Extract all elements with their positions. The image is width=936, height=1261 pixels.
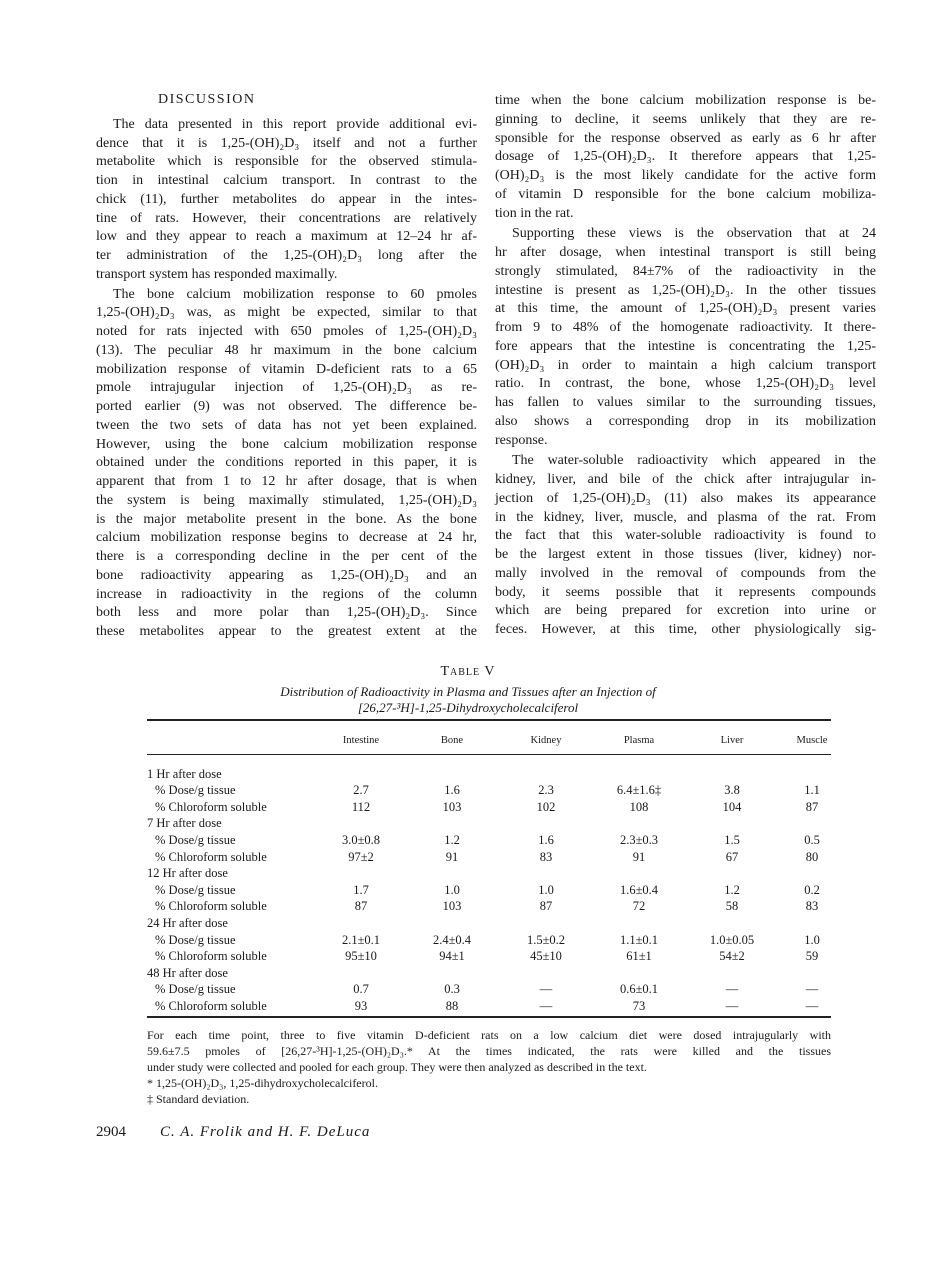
table-cell: 102: [536, 799, 556, 814]
table-cell: 93: [354, 998, 368, 1013]
table-caption-line1: Distribution of Radioactivity in Plasma and Tissues after an Injection of: [280, 684, 656, 699]
table-cell: 83: [539, 849, 553, 864]
table-cell: 1.0: [444, 882, 460, 897]
table-group-row: [147, 815, 837, 832]
text-line: response.: [495, 432, 548, 448]
table-cell: 1.5±0.2: [526, 932, 566, 947]
table-cell: 91: [445, 849, 459, 864]
group-label: 7 Hr after dose: [147, 816, 222, 831]
data-table: [147, 733, 837, 1015]
text-line: tion in intestinal calcium transport. In contrast to the: [96, 173, 477, 188]
table-cell: 91: [632, 849, 646, 864]
table-row: [147, 799, 837, 816]
table-caption-line2: [26,27-³H]-1,25-Dihydroxycholecalciferol: [357, 700, 579, 715]
table-cell: 1.0: [804, 932, 820, 947]
table-row: [147, 932, 837, 949]
table-cell: 0.6±0.1: [619, 982, 659, 997]
table-header-row: [147, 733, 837, 750]
table-cell: 58: [725, 899, 739, 914]
text-line: the system is being maximally stimulated, 1,25-(OH)₂D₃: [96, 492, 477, 508]
text-line: also shows a corresponding drop in its mobilization: [495, 413, 876, 429]
text-line: be the largest extent in those tissues (liver, kidney) nor-: [495, 547, 876, 562]
table-row: [147, 898, 837, 915]
text-line: bone radioactivity appearing as 1,25-(OH)₂D₃ and an: [96, 567, 477, 583]
footnote-line: under study were collected and pooled for each group. They were then analyzed as described in the text.: [147, 1060, 647, 1074]
table-cell: 87: [354, 899, 368, 914]
column-header: Intestine: [342, 735, 380, 746]
paragraph: [495, 452, 876, 640]
table-cell: —: [539, 998, 553, 1013]
text-line: there is a corresponding decline in the per cent of the: [96, 549, 477, 564]
text-line: low and they appear to reach a maximum at 12–24 hr af-: [96, 229, 477, 245]
table-group-row: [147, 865, 837, 882]
text-line: chick (11), further metabolites do appear in the intes-: [96, 191, 477, 207]
table-cell: —: [725, 982, 739, 997]
group-label: 12 Hr after dose: [147, 866, 228, 881]
table-cell: 1.5: [724, 832, 740, 847]
table-cell: 1.6: [538, 832, 554, 847]
text-line: these metabolites appear to the greatest extent at the: [96, 624, 477, 639]
text-line: ported earlier (9) was not observed. The difference be-: [96, 399, 477, 414]
text-line: noted for rats injected with 650 pmoles of 1,25-(OH)₂D₃: [96, 324, 477, 339]
text-line: time when the bone calcium mobilization response is be-: [495, 93, 876, 108]
table-row: [147, 998, 837, 1015]
text-line: ginning to decline, it seems unlikely that they are re-: [495, 111, 876, 127]
table-cell: 112: [351, 799, 371, 814]
row-label: % Dose/g tissue: [155, 982, 236, 997]
table-cell: 80: [805, 849, 819, 864]
table-row: [147, 981, 837, 998]
table-cell: 1.0±0.05: [709, 932, 755, 947]
text-line: which are being prepared for excretion into urine or: [495, 603, 876, 619]
group-label: 24 Hr after dose: [147, 915, 228, 930]
row-label: % Dose/g tissue: [155, 882, 236, 897]
column-header: Kidney: [530, 735, 562, 746]
row-label: % Dose/g tissue: [155, 832, 236, 847]
table-cell: 88: [445, 998, 459, 1013]
table-cell: 1.7: [353, 882, 369, 897]
text-line: (13). The peculiar 48 hr maximum in the bone calcium: [96, 342, 477, 358]
footnote-star: * 1,25-(OH)₂D₃, 1,25-dihydroxycholecalciferol.: [147, 1076, 378, 1090]
footnote-line: 59.6±7.5 pmoles of [26,27-³H]-1,25-(OH)₂D₃.* At the times indicated, the rats were killed and the tissues: [147, 1044, 831, 1058]
text-line: transport system has responded maximally.: [96, 266, 338, 282]
right-column: [495, 92, 876, 642]
row-label: % Chloroform soluble: [155, 899, 267, 914]
table-cell: 3.8: [724, 783, 740, 798]
text-line: sponsible for the response observed as early as 6 hr after: [495, 130, 876, 146]
table-cell: 2.3: [538, 783, 554, 798]
footnote-line: For each time point, three to five vitamin D-deficient rats on a low calcium diet were dosed intrajugularly with: [147, 1028, 831, 1042]
text-line: body, it seems possible that it represents compounds: [495, 584, 876, 600]
table-cell: 83: [805, 899, 819, 914]
table-cell: 1.1: [804, 783, 820, 798]
paragraph: [495, 92, 876, 223]
text-line: the fact that this water-soluble radioactivity is found to: [495, 528, 876, 544]
table-row: [147, 849, 837, 866]
section-heading: DISCUSSION: [158, 92, 256, 107]
table-cell: —: [805, 982, 819, 997]
table-cell: 1.6±0.4: [619, 882, 659, 897]
table-cell: 103: [442, 899, 462, 914]
text-line: Supporting these views is the observation that at 24: [512, 226, 876, 242]
table-cell: 95±10: [345, 949, 377, 964]
text-line: (OH)₂D₃ in order to maintain a high calcium transport: [495, 357, 876, 373]
table-cell: 94±1: [439, 949, 465, 964]
text-line: The bone calcium mobilization response to 60 pmoles: [113, 286, 477, 302]
table-cell: 1.2: [724, 882, 740, 897]
table-title: Table V: [440, 664, 496, 679]
table-cell: 61±1: [626, 949, 652, 964]
row-label: % Chloroform soluble: [155, 949, 267, 964]
table-cell: 104: [722, 799, 742, 814]
group-label: 48 Hr after dose: [147, 965, 228, 980]
text-line: feces. However, at this time, other physiologically sig-: [495, 622, 876, 637]
text-line: ratio. In contrast, the bone, whose 1,25-(OH)₂D₃ level: [495, 376, 876, 392]
table-cell: 72: [632, 899, 646, 914]
text-line: fore appears that the intestine is concentrating the 1,25-: [495, 338, 876, 354]
text-line: in the kidney, liver, muscle, and plasma of the rat. From: [495, 509, 876, 525]
table-cell: 67: [725, 849, 739, 864]
table-cell: 0.3: [444, 982, 460, 997]
table-bottom-rule: [147, 1016, 831, 1018]
table-cell: 1.0: [538, 882, 554, 897]
text-line: metabolite which is responsible for the observed stimula-: [96, 154, 477, 170]
text-line: kidney, liver, and bile of the chick after intrajugular in-: [495, 472, 876, 487]
table-cell: 103: [442, 799, 462, 814]
table-cell: 1.1±0.1: [619, 932, 659, 947]
column-header: Plasma: [623, 735, 655, 746]
table-cell: 0.5: [804, 832, 820, 847]
table-cell: 45±10: [530, 949, 562, 964]
table-row: [147, 832, 837, 849]
table-cell: 0.7: [353, 982, 369, 997]
text-line: However, using the bone calcium mobilization response: [96, 436, 477, 452]
row-label: % Chloroform soluble: [155, 849, 267, 864]
table-cell: 2.1±0.1: [341, 932, 381, 947]
text-line: intestine is present as 1,25-(OH)₂D₃. In the other tissues: [495, 282, 876, 298]
text-line: hr after dosage, when intestinal transport is still being: [495, 245, 876, 260]
column-header: Bone: [440, 735, 464, 746]
text-line: ter administration of the 1,25-(OH)₂D₃ long after the: [96, 248, 477, 263]
table-cell: 3.0±0.8: [341, 832, 381, 847]
text-line: calcium mobilization response begins to decrease at 24 hr,: [96, 530, 477, 546]
text-line: mally involved in the removal of compounds from the: [495, 565, 876, 581]
table-cell: 2.3±0.3: [619, 832, 659, 847]
table-cell: 6.4±1.6‡: [616, 783, 662, 798]
paragraph: [96, 286, 477, 642]
table-cell: 108: [629, 799, 649, 814]
table-top-rule: [147, 719, 831, 721]
text-line: (OH)₂D₃ is the most likely candidate for the active form: [495, 168, 876, 183]
text-line: tion in the rat.: [495, 205, 574, 221]
text-line: dosage of 1,25-(OH)₂D₃. It therefore appears that 1,25-: [495, 149, 876, 165]
group-label: 1 Hr after dose: [147, 766, 222, 781]
table-cell: 54±2: [719, 949, 745, 964]
page-number: 2904: [96, 1124, 126, 1140]
footnote-dagger: ‡ Standard deviation.: [147, 1092, 250, 1106]
row-label: % Chloroform soluble: [155, 998, 267, 1013]
text-line: at this time, the amount of 1,25-(OH)₂D₃ present varies: [495, 301, 876, 317]
paragraph: [96, 116, 477, 285]
table-cell: 0.2: [804, 882, 820, 897]
table-cell: 59: [805, 949, 819, 964]
row-label: % Dose/g tissue: [155, 783, 236, 798]
paragraph: [495, 225, 876, 450]
table-cell: 1.2: [444, 832, 460, 847]
table-cell: 87: [539, 899, 553, 914]
table-cell: 2.4±0.4: [432, 932, 472, 947]
text-line: The data presented in this report provide additional evi-: [113, 116, 477, 132]
table-cell: 97±2: [348, 849, 374, 864]
text-line: increase in radioactivity in the regions of the column: [96, 586, 477, 602]
table-cell: 87: [805, 799, 819, 814]
text-line: both less and more polar than 1,25-(OH)₂D₃. Since: [96, 605, 477, 621]
text-line: The water-soluble radioactivity which appeared in the: [512, 453, 876, 469]
table-cell: 73: [632, 998, 646, 1013]
text-line: apparent that from 1 to 12 hr after dosage, that is when: [96, 474, 477, 489]
text-line: jection of 1,25-(OH)₂D₃ (11) also makes its appearance: [495, 490, 876, 506]
table-row: [147, 948, 837, 965]
table-group-row: [147, 915, 837, 932]
text-line: mobilization response of vitamin D-deficient rats to a 65: [96, 361, 477, 377]
text-line: of vitamin D responsible for the bone calcium mobiliza-: [495, 186, 876, 202]
text-line: tine of rats. However, their concentrations are relatively: [96, 210, 477, 226]
row-label: % Dose/g tissue: [155, 932, 236, 947]
table-cell: —: [725, 998, 739, 1013]
table-cell: 2.7: [353, 783, 369, 798]
text-line: dence that it is 1,25-(OH)₂D₃ itself and not a further: [96, 135, 477, 151]
table-group-row: [147, 766, 837, 783]
column-header: Liver: [720, 735, 744, 746]
table-row: [147, 782, 837, 799]
table-cell: —: [539, 982, 553, 997]
text-line: pmole intrajugular injection of 1,25-(OH)₂D₃ as re-: [96, 380, 477, 396]
text-line: from 9 to 48% of the homogenate radioactivity. It there-: [495, 320, 876, 335]
left-column: [96, 91, 477, 643]
table-footnotes: [147, 1027, 831, 1107]
text-line: has fallen to values similar to the surrounding tissues,: [495, 395, 876, 410]
table-group-row: [147, 965, 837, 982]
table-cell: —: [805, 998, 819, 1013]
text-line: 1,25-(OH)₂D₃ was, as might be expected, similar to that: [96, 305, 477, 321]
authors: C. A. Frolik and H. F. DeLuca: [160, 1124, 371, 1140]
table-cell: 1.6: [444, 783, 460, 798]
table-row: [147, 882, 837, 899]
column-header: Muscle: [796, 735, 828, 746]
text-line: strongly stimulated, 84±7% of the radioactivity in the: [495, 263, 876, 279]
text-line: obtained under the conditions reported in this paper, it is: [96, 455, 477, 471]
row-label: % Chloroform soluble: [155, 799, 267, 814]
text-line: is the major metabolite present in the bone. As the bone: [96, 511, 477, 527]
text-line: tween the two sets of data has not yet been explained.: [96, 417, 477, 433]
